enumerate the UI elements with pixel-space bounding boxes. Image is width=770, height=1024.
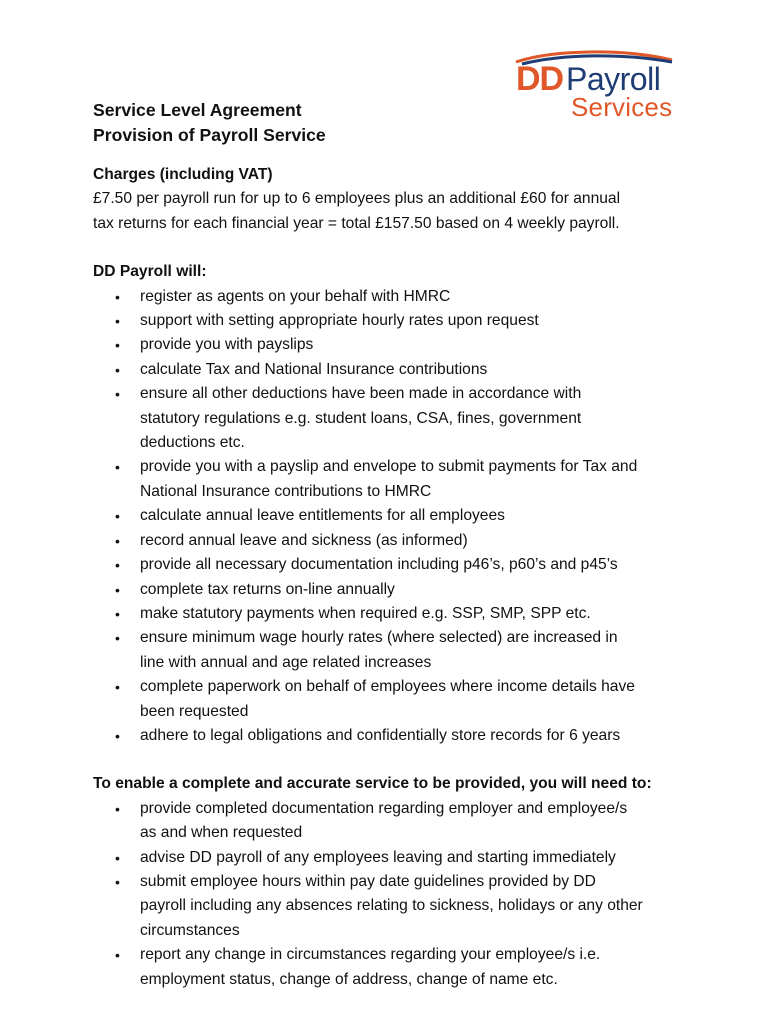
list-item-line: report any change in circumstances regarding your employee/s i.e. bbox=[140, 946, 601, 964]
list-item-line: record annual leave and sickness (as informed) bbox=[140, 531, 468, 549]
bullet-icon: • bbox=[115, 605, 120, 622]
bullet-icon: • bbox=[115, 581, 120, 598]
your-duties-heading: To enable a complete and accurate service to be provided, you will need to: bbox=[93, 775, 652, 793]
list-item bbox=[93, 626, 703, 675]
title-line-1: Service Level Agreement bbox=[93, 100, 302, 120]
list-item-line: line with annual and age related increases bbox=[140, 653, 432, 671]
list-item-line: adhere to legal obligations and confidentially store records for 6 years bbox=[140, 726, 621, 744]
list-item-line: complete paperwork on behalf of employees where income details have bbox=[140, 678, 635, 696]
list-item-line: circumstances bbox=[140, 921, 240, 939]
list-item bbox=[93, 333, 703, 357]
list-item-line: submit employee hours within pay date guidelines provided by DD bbox=[140, 872, 596, 890]
bullet-icon: • bbox=[115, 508, 120, 525]
dd-payroll-list bbox=[93, 285, 703, 749]
your-duties-list bbox=[93, 797, 703, 992]
bullet-icon: • bbox=[115, 313, 120, 330]
charges-text-line-2: tax returns for each financial year = total £157.50 based on 4 weekly payroll. bbox=[93, 214, 620, 232]
list-item bbox=[93, 675, 703, 724]
list-item bbox=[93, 943, 703, 992]
bullet-icon: • bbox=[115, 288, 120, 305]
list-item-line: provide you with a payslip and envelope to submit payments for Tax and bbox=[140, 458, 638, 476]
bullet-icon: • bbox=[115, 679, 120, 696]
list-item-line: register as agents on your behalf with HMRC bbox=[140, 287, 451, 305]
bullet-icon: • bbox=[115, 800, 120, 817]
list-item-line: statutory regulations e.g. student loans, CSA, fines, government bbox=[140, 409, 582, 427]
bullet-icon: • bbox=[115, 532, 120, 549]
list-item-line: support with setting appropriate hourly rates upon request bbox=[140, 312, 539, 330]
list-item bbox=[93, 309, 703, 333]
charges-heading: Charges (including VAT) bbox=[93, 166, 273, 183]
list-item bbox=[93, 578, 703, 602]
list-item bbox=[93, 602, 703, 626]
bullet-icon: • bbox=[115, 459, 120, 476]
list-item-line: payroll including any absences relating to sickness, holidays or any other bbox=[140, 897, 643, 915]
list-item-line: complete tax returns on-line annually bbox=[140, 580, 395, 598]
list-item bbox=[93, 504, 703, 528]
list-item bbox=[93, 358, 703, 382]
bullet-icon: • bbox=[115, 361, 120, 378]
list-item bbox=[93, 382, 703, 455]
bullet-icon: • bbox=[115, 386, 120, 403]
charges-text-line-1: £7.50 per payroll run for up to 6 employees plus an additional £60 for annual bbox=[93, 190, 621, 208]
list-item-line: deductions etc. bbox=[140, 434, 245, 452]
list-item-line: ensure minimum wage hourly rates (where selected) are increased in bbox=[140, 629, 618, 647]
list-item-line: advise DD payroll of any employees leaving and starting immediately bbox=[140, 848, 616, 866]
logo-dd-text: DD bbox=[516, 60, 564, 98]
dd-payroll-heading: DD Payroll will: bbox=[93, 263, 207, 281]
list-item-line: provide all necessary documentation including p46’s, p60’s and p45’s bbox=[140, 556, 618, 574]
list-item-line: as and when requested bbox=[140, 824, 303, 842]
bullet-icon: • bbox=[115, 630, 120, 647]
document-body bbox=[93, 98, 703, 992]
list-item bbox=[93, 553, 703, 577]
list-item bbox=[93, 846, 703, 870]
list-item-line: ensure all other deductions have been made in accordance with bbox=[140, 385, 582, 403]
bullet-icon: • bbox=[115, 947, 120, 964]
bullet-icon: • bbox=[115, 727, 120, 744]
logo-payroll-text: Payroll bbox=[566, 61, 661, 97]
list-item-line: calculate Tax and National Insurance contributions bbox=[140, 360, 488, 378]
list-item-line: make statutory payments when required e.g. SSP, SMP, SPP etc. bbox=[140, 604, 591, 622]
list-item-line: been requested bbox=[140, 702, 249, 720]
bullet-icon: • bbox=[115, 337, 120, 354]
list-item-line: calculate annual leave entitlements for all employees bbox=[140, 507, 505, 525]
list-item-line: employment status, change of address, change of name etc. bbox=[140, 970, 558, 988]
title-line-2: Provision of Payroll Service bbox=[93, 125, 326, 145]
list-item bbox=[93, 797, 703, 846]
list-item bbox=[93, 724, 703, 748]
list-item bbox=[93, 285, 703, 309]
list-item-line: provide completed documentation regarding employer and employee/s bbox=[140, 799, 628, 817]
list-item-line: National Insurance contributions to HMRC bbox=[140, 482, 432, 500]
bullet-icon: • bbox=[115, 849, 120, 866]
list-item bbox=[93, 529, 703, 553]
bullet-icon: • bbox=[115, 557, 120, 574]
logo-services-text: Services bbox=[571, 92, 673, 122]
list-item-line: provide you with payslips bbox=[140, 336, 314, 354]
list-item bbox=[93, 870, 703, 943]
list-item bbox=[93, 455, 703, 504]
bullet-icon: • bbox=[115, 873, 120, 890]
